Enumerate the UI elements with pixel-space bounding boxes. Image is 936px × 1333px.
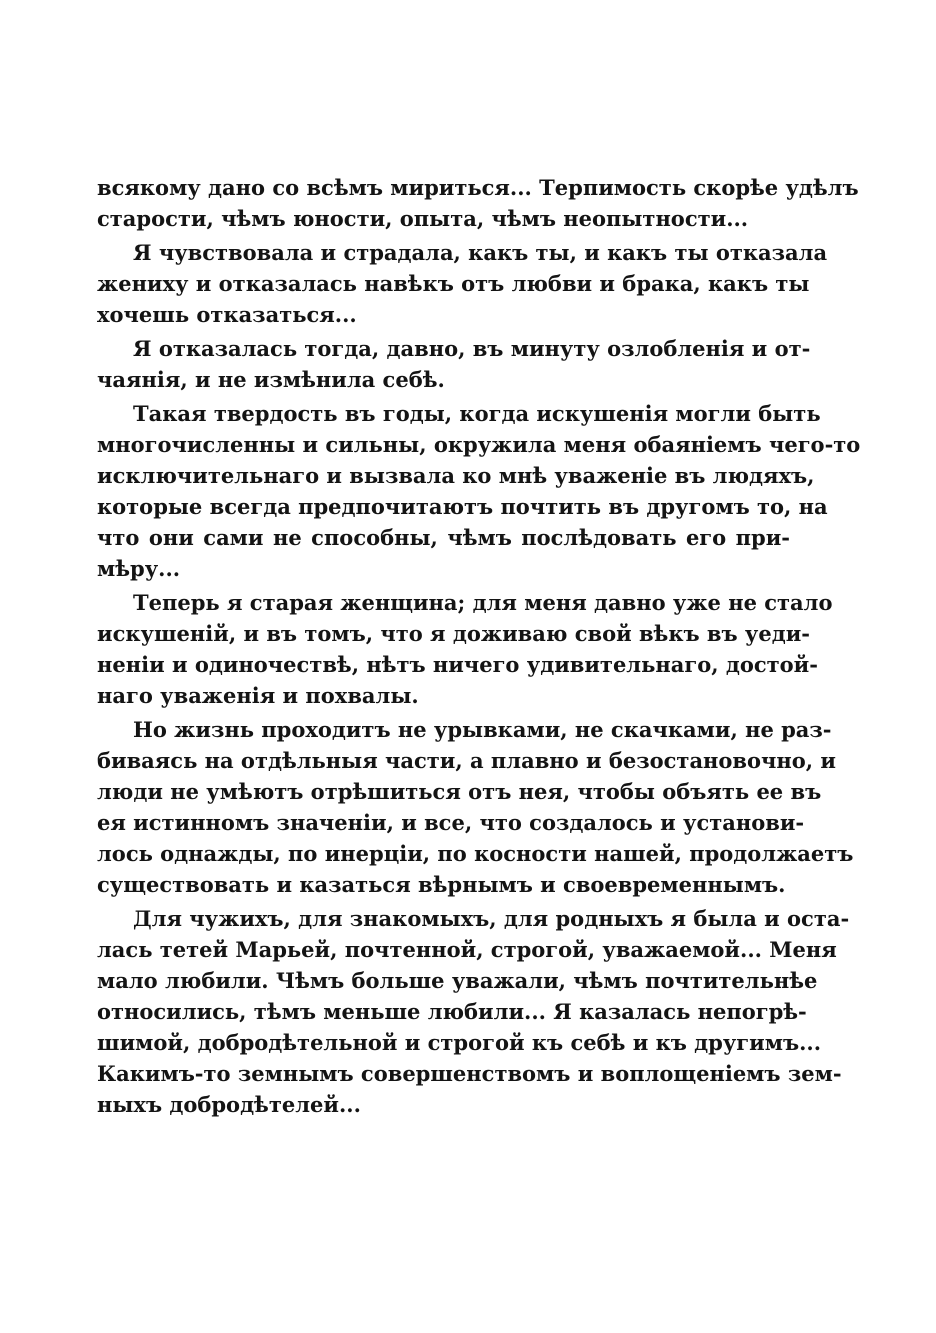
text-line: Такая твердость въ годы, когда искушенія могли быть bbox=[133, 401, 821, 426]
text-line: наго уваженія и похвалы. bbox=[97, 683, 419, 708]
text-line: лась тетей Марьей, почтенной, строгой, уважаемой... Меня bbox=[97, 937, 837, 962]
paragraph bbox=[97, 714, 854, 900]
text-line: мало любили. Чѣмъ больше уважали, чѣмъ почтительнѣе bbox=[97, 968, 818, 993]
text-line: Для чужихъ, для знакомыхъ, для родныхъ я была и оста- bbox=[133, 906, 850, 931]
text-line: ея истинномъ значеніи, и все, что создалось и установи- bbox=[97, 810, 805, 835]
paragraph bbox=[97, 237, 828, 330]
text-line: неніи и одиночествѣ, нѣтъ ничего удивительнаго, достой- bbox=[97, 652, 818, 677]
text-line: старости, чѣмъ юности, опыта, чѣмъ неопытности... bbox=[97, 206, 749, 231]
text-line: Теперь я старая женщина; для меня давно уже не стало bbox=[133, 590, 833, 615]
page-text bbox=[97, 172, 861, 1120]
text-line: шимой, добродѣтельной и строгой къ себѣ и къ другимъ... bbox=[97, 1030, 822, 1055]
text-line: многочисленны и сильны, окружила меня обаяніемъ чего-то bbox=[97, 432, 861, 457]
paragraph bbox=[97, 903, 850, 1120]
text-line: Я отказалась тогда, давно, въ минуту озлобленія и от- bbox=[133, 336, 811, 361]
text-line: всякому дано со всѣмъ мириться... Терпимость скорѣе удѣлъ bbox=[97, 175, 859, 200]
text-line: искушеній, и въ томъ, что я доживаю свой вѣкъ въ уеди- bbox=[97, 621, 811, 646]
text-line: мѣру... bbox=[97, 556, 181, 581]
paragraph bbox=[97, 333, 811, 395]
text-line: жениху и отказалась навѣкъ отъ любви и брака, какъ ты bbox=[97, 271, 810, 296]
text-line: Какимъ-то земнымъ совершенствомъ и воплощеніемъ зем- bbox=[97, 1061, 842, 1086]
paragraph bbox=[97, 172, 859, 234]
paragraph bbox=[97, 587, 833, 711]
text-line: ныхъ добродѣтелей... bbox=[97, 1092, 361, 1117]
text-line: существовать и казаться вѣрнымъ и своевременнымъ. bbox=[97, 872, 786, 897]
text-line: которые всегда предпочитаютъ почтить въ другомъ то, на bbox=[97, 494, 828, 519]
paragraph bbox=[97, 398, 861, 584]
text-line: чаянія, и не измѣнила себѣ. bbox=[97, 367, 445, 392]
text-line: Но жизнь проходитъ не урывками, не скачками, не раз- bbox=[133, 717, 832, 742]
text-line: Я чувствовала и страдала, какъ ты, и какъ ты отказала bbox=[133, 240, 828, 265]
text-line: биваясь на отдѣльныя части, а плавно и безостановочно, и bbox=[97, 748, 836, 773]
text-line: люди не умѣютъ отрѣшиться отъ нея, чтобы объять ее въ bbox=[97, 779, 822, 804]
text-line: относились, тѣмъ меньше любили... Я казалась непогрѣ- bbox=[97, 999, 807, 1024]
text-line: исключительнаго и вызвала ко мнѣ уваженіе въ людяхъ, bbox=[97, 463, 815, 488]
text-line: что они сами не способны, чѣмъ послѣдовать его при- bbox=[97, 525, 790, 550]
text-line: хочешь отказаться... bbox=[97, 302, 357, 327]
text-line: лось однажды, по инерціи, по косности нашей, продолжаетъ bbox=[97, 841, 854, 866]
